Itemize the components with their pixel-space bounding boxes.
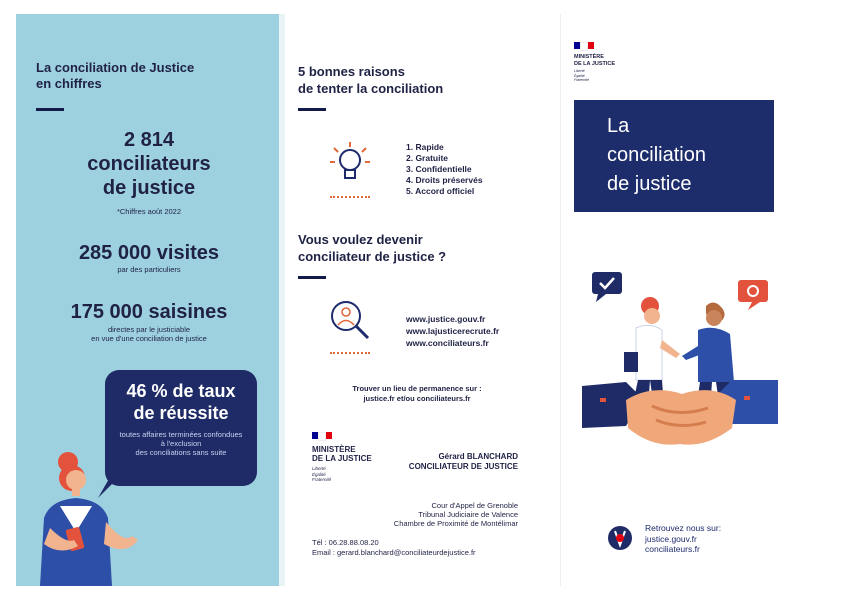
brochure-title-line3: de justice <box>607 173 692 195</box>
become-heading <box>298 231 446 265</box>
woman-phone-illustration <box>20 448 150 586</box>
ministry-logo-middle <box>312 432 372 483</box>
reason-item: 3. Confidentielle <box>406 164 472 174</box>
courts-block <box>378 501 518 528</box>
reason-item: 5. Accord officiel <box>406 186 475 196</box>
reasons-heading <box>298 63 443 97</box>
contact-details <box>312 538 476 558</box>
link-conciliateurs[interactable]: www.conciliateurs.fr <box>406 338 489 348</box>
stat-conciliators-line1: conciliateurs <box>87 153 211 175</box>
find-location-line2: justice.fr et/ou conciliateurs.fr <box>363 394 471 403</box>
contact-block <box>398 452 518 472</box>
magnifier-person-icon <box>326 296 376 348</box>
reason-item: 2. Gratuite <box>406 153 449 163</box>
reason-item: 4. Droits préservés <box>406 175 483 185</box>
brochure-title-line2: conciliation <box>607 144 706 166</box>
link-justice-gouv[interactable]: www.justice.gouv.fr <box>406 314 486 324</box>
links-list <box>406 313 499 349</box>
brochure-title <box>607 112 706 199</box>
stat-conciliators-number: 2 814 <box>123 129 175 151</box>
success-rate-note2: à l'exclusion <box>160 439 202 448</box>
stat-date-note: *Chiffres août 2022 <box>116 207 182 216</box>
ministry-name-line1: MINISTÈRE <box>574 54 604 60</box>
lightbulb-icon <box>326 138 374 192</box>
link-lajusticerecrute[interactable]: www.lajusticerecrute.fr <box>406 326 500 336</box>
heading-rule <box>36 108 64 111</box>
magnifier-underline <box>330 352 370 354</box>
stat-referrals-note2: en vue d'une conciliation de justice <box>91 334 207 343</box>
ministry-name-line1: MINISTÈRE <box>312 445 356 454</box>
stat-visits-note: par des particuliers <box>117 265 181 274</box>
success-rate-note3: des conciliations sans suite <box>135 448 227 457</box>
contact-name: Gérard BLANCHARD <box>438 452 518 461</box>
contact-phone: Tél : 06.28.88.08.20 <box>312 538 379 547</box>
footer-link-justice[interactable]: justice.gouv.fr <box>645 533 697 544</box>
marianne-flag-icon <box>574 42 615 51</box>
fold-shadow <box>279 14 285 586</box>
become-rule <box>298 276 326 279</box>
stat-visits: 285 000 visites <box>78 242 220 264</box>
reasons-rule <box>298 108 326 111</box>
stat-referrals: 175 000 saisines <box>70 301 228 323</box>
motto-egalite: Égalité <box>574 73 585 78</box>
become-heading-line2: conciliateur de justice ? <box>298 249 447 264</box>
ministry-name-line2: DE LA JUSTICE <box>574 60 616 67</box>
title-block <box>574 100 774 212</box>
court-appeal: Cour d'Appel de Grenoble <box>431 501 518 510</box>
motto-egalite: Égalité <box>312 471 326 477</box>
success-rate <box>105 380 257 424</box>
stat-conciliators <box>36 128 262 200</box>
success-rate-line2: de réussite <box>133 403 229 423</box>
justice-emblem-icon <box>607 525 633 551</box>
ministry-logo-right <box>574 42 615 83</box>
court-chamber: Chambre de Proximité de Montélimar <box>393 519 518 528</box>
reasons-list <box>406 142 483 197</box>
find-location <box>320 384 514 404</box>
success-rate-note1: toutes affaires terminées confondues <box>119 430 243 439</box>
stats-heading-line1: La conciliation de Justice <box>36 60 195 75</box>
reasons-heading-line2: de tenter la conciliation <box>298 81 444 96</box>
reasons-heading-line1: 5 bonnes raisons <box>298 64 405 79</box>
court-tribunal: Tribunal Judiciaire de Valence <box>418 510 518 519</box>
footer-link-conciliateurs[interactable]: conciliateurs.fr <box>645 544 700 554</box>
success-rate-line1: 46 % de taux <box>126 381 236 401</box>
handshake-illustration <box>582 268 778 468</box>
panel-fold-line <box>560 14 561 586</box>
stats-heading <box>36 60 194 92</box>
footer-links <box>645 523 721 555</box>
stats-heading-line2: en chiffres <box>36 76 102 91</box>
stat-conciliators-line2: de justice <box>102 177 196 199</box>
motto-fraternite: Fraternité <box>312 477 332 482</box>
motto-liberte: Liberté <box>312 466 326 471</box>
contact-email[interactable]: Email : gerard.blanchard@conciliateurdejustice.fr <box>312 548 476 557</box>
find-location-line1: Trouver un lieu de permanence sur : <box>352 384 482 393</box>
stat-referrals-note <box>36 325 262 343</box>
footer-find-us: Retrouvez nous sur: <box>645 523 722 533</box>
brochure-title-line1: La <box>607 115 630 137</box>
ministry-name-line2: DE LA JUSTICE <box>312 454 372 463</box>
lightbulb-underline <box>330 196 370 198</box>
motto-fraternite: Fraternité <box>574 78 589 82</box>
stat-referrals-note1: directes par le justiciable <box>107 325 191 334</box>
marianne-flag-icon <box>312 432 372 441</box>
motto-liberte: Liberté <box>574 69 585 73</box>
contact-role: CONCILIATEUR DE JUSTICE <box>408 462 518 471</box>
become-heading-line1: Vous voulez devenir <box>298 232 423 247</box>
reason-item: 1. Rapide <box>406 142 444 152</box>
